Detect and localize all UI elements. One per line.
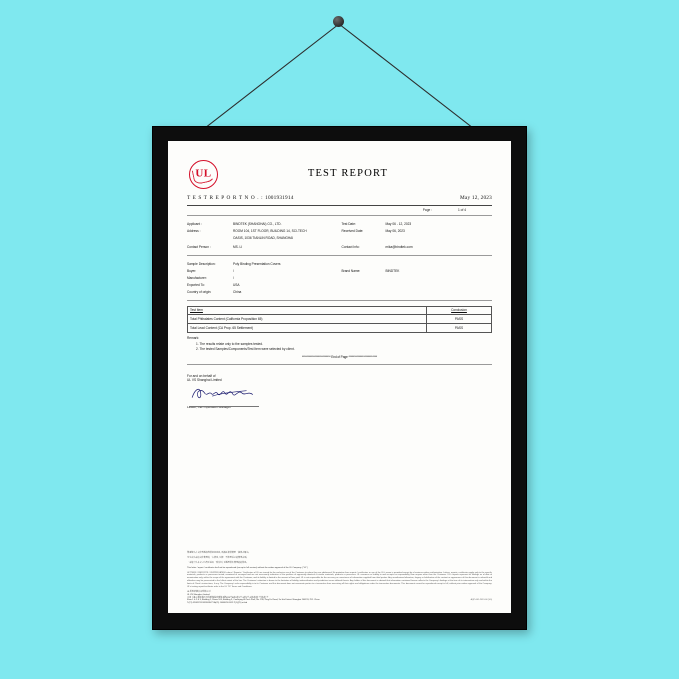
table-header-row [188,306,492,315]
footer-address-cn2: 中国上海市浦东新区外高桥保税区富特北路228号B座2楼1号-3楼1号-3楼/楼/楼 号楼/楼 号 [187,596,269,599]
field-value: ROOM 104, 1ST FLOOR, BUILDING 14, SCI-TECH [233,229,307,234]
signature-rule [189,406,259,407]
footer-cn-1: 兼承特出点文件列载权利信息息息息; 预品证据信使用一提供式解式。 [187,551,251,554]
page-counter-divider [187,215,492,216]
field-value [386,290,493,295]
remark-label: Remark: [187,336,200,341]
footer-en-1: This letter / report / certificate shall not be reproduced (except in full version) without the written approval of the UL Company. ("UL") [187,566,308,569]
field-label: Brand Name: [341,268,361,273]
field-label: Applicant : [187,222,202,227]
field-label: Contact Person : [187,245,211,250]
field-value: / [233,275,234,280]
field-label: Buyer: [187,268,197,273]
signer-name: Leslier, Xie--Operation Manager [187,404,231,409]
test-item-cell: Total Phthalates Content (California Proposition 65) [188,315,427,324]
field-label [342,290,384,295]
page-title: TEST REPORT [307,168,389,180]
report-number-row [187,195,492,205]
conclusion-cell: PASS [427,324,492,333]
ul-logo-text: UL [195,167,212,180]
table-row [188,324,492,333]
field-value: OASIS, 1036 TIANLIN ROAD, SHANGHAI [233,236,294,241]
field-value: May 06, 2023 [385,229,405,234]
wall-nail [333,16,344,27]
field-value [386,236,493,241]
footer-address-en2: Floor 1 & 2 & 3, Building 1, Room 103, Building 3, Caohejing Hi-Tech Park, No. 158, Ping Fu Road, Xu Hui District Shanghai 200231, P.R. China [187,599,320,602]
field-label [342,262,384,267]
field-value [386,262,493,267]
applicant-info-grid [187,219,492,294]
field-value: Poly Binding Presentation Covers [233,261,281,266]
footer-cn-2: 为生成出来的文件使用的一点情况, 只能一不能用任公的使用关项。 [187,556,249,559]
field-label [187,236,231,241]
field-label [342,283,384,288]
signature-image [189,383,259,403]
field-label [342,276,384,281]
field-value: China [233,289,242,294]
field-value: MS. LI [233,245,243,250]
field-value: mika@bindtek.com [385,245,413,250]
field-label: Received Date: [341,229,364,234]
field-value: BINDTEK [385,268,400,273]
field-label: Test Date: [341,222,356,227]
footer-cn-3: 一本报告出本文字内容无论以一致复制, 无载用信出使用的的信息。 [187,561,249,564]
field-value: BINDTEK (SHANGHAI) CO., LTD. [233,222,282,227]
field-value [386,283,493,288]
footer-legal: LETTERS / REPORTS / CERTIFICATES Letters / Reports / Certificates of UL are issued for the exclusive use of the Customer to whom they are addressed. No quotation from reports / certificates or use of the UL's name is permitted except by a business written authorization. Letters, reports, certificates apply only to the specific materials, products or processes tested, examined or surveyed and are not necessarily indicative of the qualities of apparently identical or similar materials, products or processes. UL assumes no liability to and accepts no responsibility from anyone other than the Customer. UL's reports represent its findings as of date of examination only, within the scope of the agreement with the Customer, and its liability is limited to the amount of fees paid. UL is not responsible for the accuracy or correctness of information supplied from third parties. Any unauthorized alteration, forgery or falsification of the content or appearance of this document is unlawful and offenders may be prosecuted to the fullest extent of the law. The Customer's attention is drawn to the limitation of liability, indemnification and jurisdiction issues defined therein. Any holder of this document is advised that information contained hereon reflects the Company's findings at the time of its intervention only and within the limits of Client's instructions, if any. The Company's sole responsibility is to its Customer and this document does not exonerate parties to a transaction from exercising all their rights and obligations under the transaction documents. This document cannot be reproduced except in full, without prior written approval of the Company. UL's testing report/certificate refer to the UL T/C Terms and Conditions. [187,571,492,588]
remark-item: 2. The tested Samples/Components/Test Item were selected by client. [196,347,295,352]
document-header [187,157,492,191]
field-label: Contact Info: [341,245,360,250]
info-divider [187,255,492,256]
footer-address-cn: UL美标检测技术有限公司 [187,590,211,593]
field-label: Exported To: [187,282,205,287]
field-label: Country of origin: [187,289,212,294]
remark-item: 1. The results relate only to the samples tested. [196,341,263,346]
report-date: May 12, 2023 [460,195,492,201]
field-value [386,276,493,281]
picture-frame [152,126,527,630]
footer-doc-code: AQP-001-2019-06 (V0) [470,599,492,601]
report-number-value: 1001931914 [265,195,294,201]
table-row [188,315,492,324]
conclusion-cell: PASS [427,315,492,324]
footer-address-en: UL VS Shanghai Limited [187,593,210,596]
field-label: Address : [187,229,201,234]
frame-mat [168,141,511,613]
page-counter [187,208,492,213]
header-divider [187,205,492,206]
document-footer [187,552,492,605]
page-counter-value: 1 of 4 [458,207,466,212]
results-divider [187,300,492,301]
col-conclusion: Conclusion [427,306,492,315]
test-item-cell: Total Lead Content (CA Prop. 65 Settlement) [188,324,427,333]
signoff-divider [187,364,492,365]
remark-block [187,336,492,352]
field-value: May 06 - 12, 2023 [385,222,412,227]
ul-logo-icon [189,160,218,189]
end-of-page-marker: ************************* End of Page ************************* [301,355,378,359]
test-report-document [168,141,511,613]
field-label: Sample Description: [187,261,216,266]
signoff-block [187,374,492,409]
col-test-item: Test Item [188,306,427,315]
field-value: USA [233,282,240,287]
footer-phone: T:(21) 5268371/24518039/71 A(21) 1068029-9912 P(1)(25) at bid [187,602,248,605]
field-label [342,236,384,241]
field-value: / [233,268,234,273]
page-counter-label: Page : [422,207,433,212]
signoff-line-2: UL VS Shanghai Limited [187,378,222,383]
signoff-line-1: For and on behalf of [187,373,216,378]
report-number-label: T E S T R E P O R T N O . : 1001931914 [187,195,294,201]
field-label: Manufacturer: [187,275,207,280]
results-table [187,306,492,333]
